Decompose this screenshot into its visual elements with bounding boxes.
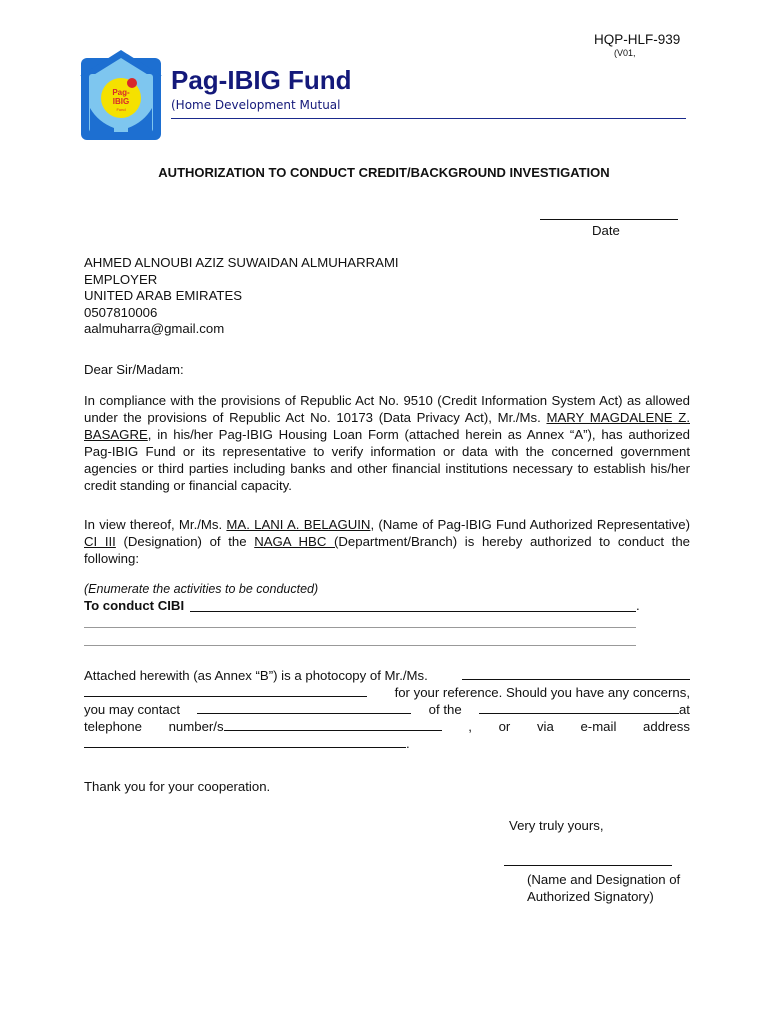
branch-name: NAGA HBC (	[254, 534, 339, 549]
para3-via: via	[536, 719, 554, 734]
form-code: HQP-HLF-939	[594, 32, 681, 47]
activity-blank-line	[84, 627, 636, 628]
photocopy-name-blank-2	[84, 684, 367, 697]
org-name: Pag-IBIG Fund	[171, 65, 352, 95]
document-title: AUTHORIZATION TO CONDUCT CREDIT/BACKGROUND INVESTIGATION	[158, 165, 610, 180]
paragraph-compliance	[84, 392, 690, 494]
activities-note: (Enumerate the activities to be conducted)	[84, 582, 319, 596]
salutation: Dear Sir/Madam:	[84, 362, 184, 377]
para3-comma: ,	[468, 719, 472, 734]
recipient-block	[84, 255, 399, 338]
org-subtitle: (Home Development Mutual	[171, 98, 341, 112]
header-rule	[171, 118, 686, 119]
para3-at: at	[678, 702, 690, 717]
signatory-line-2: Authorized Signatory)	[527, 889, 654, 904]
signatory-line-1: (Name and Designation of	[527, 872, 681, 887]
annex-line-3	[84, 701, 690, 718]
closing-line: Very truly yours,	[509, 818, 604, 833]
office-blank	[479, 701, 679, 714]
date-line	[540, 219, 678, 220]
para3-email: e-mail	[580, 719, 617, 734]
para3-text-f: .	[406, 736, 410, 751]
paragraph-authorization	[84, 516, 690, 567]
office-group	[479, 701, 690, 718]
contact-person-blank	[197, 701, 411, 714]
para3-numbers: number/s	[168, 719, 224, 734]
para3-telephone: telephone	[84, 719, 142, 734]
recipient-name: AHMED ALNOUBI AZIZ SUWAIDAN ALMUHARRAMI	[84, 255, 399, 270]
email-blank	[84, 735, 406, 748]
para1-text-a: In compliance with the provisions of Republic Act No. 9510 (Credit Information System Act) as allowed under the provisions of Republic Act No. 10173 (Data Privacy Act), Mr./Ms.	[84, 393, 690, 425]
representative-designation: CI III	[84, 534, 116, 549]
para3-contact-prefix: you may contact	[84, 702, 181, 717]
para3-address: address	[643, 719, 690, 734]
form-version: (V01,	[614, 48, 636, 58]
signature-line	[504, 865, 672, 866]
para2-text-c: (Designation) of the	[115, 534, 255, 549]
borrower-name: MARY MAGDALENE Z. BASAGRE	[84, 410, 690, 442]
recipient-email: aalmuharra@gmail.com	[84, 321, 225, 337]
logo-text-2: IBIG	[112, 97, 130, 106]
para2-text-d: Department/Branch) is hereby authorized to conduct the following:	[84, 534, 690, 566]
activity-fill-line	[190, 611, 636, 612]
recipient-employer: EMPLOYER	[84, 271, 158, 287]
activity-end: .	[636, 598, 640, 613]
telephone-blank	[224, 718, 442, 731]
recipient-country: UNITED ARAB EMIRATES	[84, 288, 243, 304]
para3-text-a: Attached herewith (as Annex “B”) is a photocopy of Mr./Ms.	[84, 668, 428, 683]
annex-line-1	[84, 667, 690, 684]
activity-item: To conduct CIBI	[84, 598, 185, 613]
annex-line-4	[84, 718, 690, 735]
date-label: Date	[592, 223, 620, 238]
para2-text-a: In view thereof, Mr./Ms.	[84, 517, 227, 532]
para3-text-b-1: for your reference. Should you have any concerns,	[394, 685, 690, 700]
pag-ibig-logo	[80, 50, 162, 142]
activity-blank-line	[84, 645, 636, 646]
paragraph-annex	[84, 667, 690, 752]
photocopy-name-blank	[462, 667, 690, 680]
para3-text-c: of the	[428, 702, 462, 717]
signatory-label	[527, 871, 680, 905]
para1-text-b: , in his/her Pag-IBIG Housing Loan Form (attached herein as Annex “A”), has authorized Pag-IBIG Fund or its representative to verify information or data with the concerned government agencies or third parties including banks and other financial institutions necessary to establish his/her credit standing or financial capacity.	[84, 427, 690, 493]
para3-or: or	[498, 719, 511, 734]
annex-line-2	[84, 684, 690, 701]
recipient-phone: 0507810006	[84, 304, 158, 320]
thanks-line: Thank you for your cooperation.	[84, 779, 271, 794]
para2-text-b: , (Name of Pag-IBIG Fund Authorized Representative)	[370, 517, 691, 532]
annex-line-5	[84, 735, 690, 752]
phone-group	[169, 718, 442, 735]
logo-text-3: Fund	[116, 107, 126, 112]
logo-text-1: Pag-	[112, 88, 130, 97]
representative-name: MA. LANI A. BELAGUIN	[226, 517, 371, 532]
